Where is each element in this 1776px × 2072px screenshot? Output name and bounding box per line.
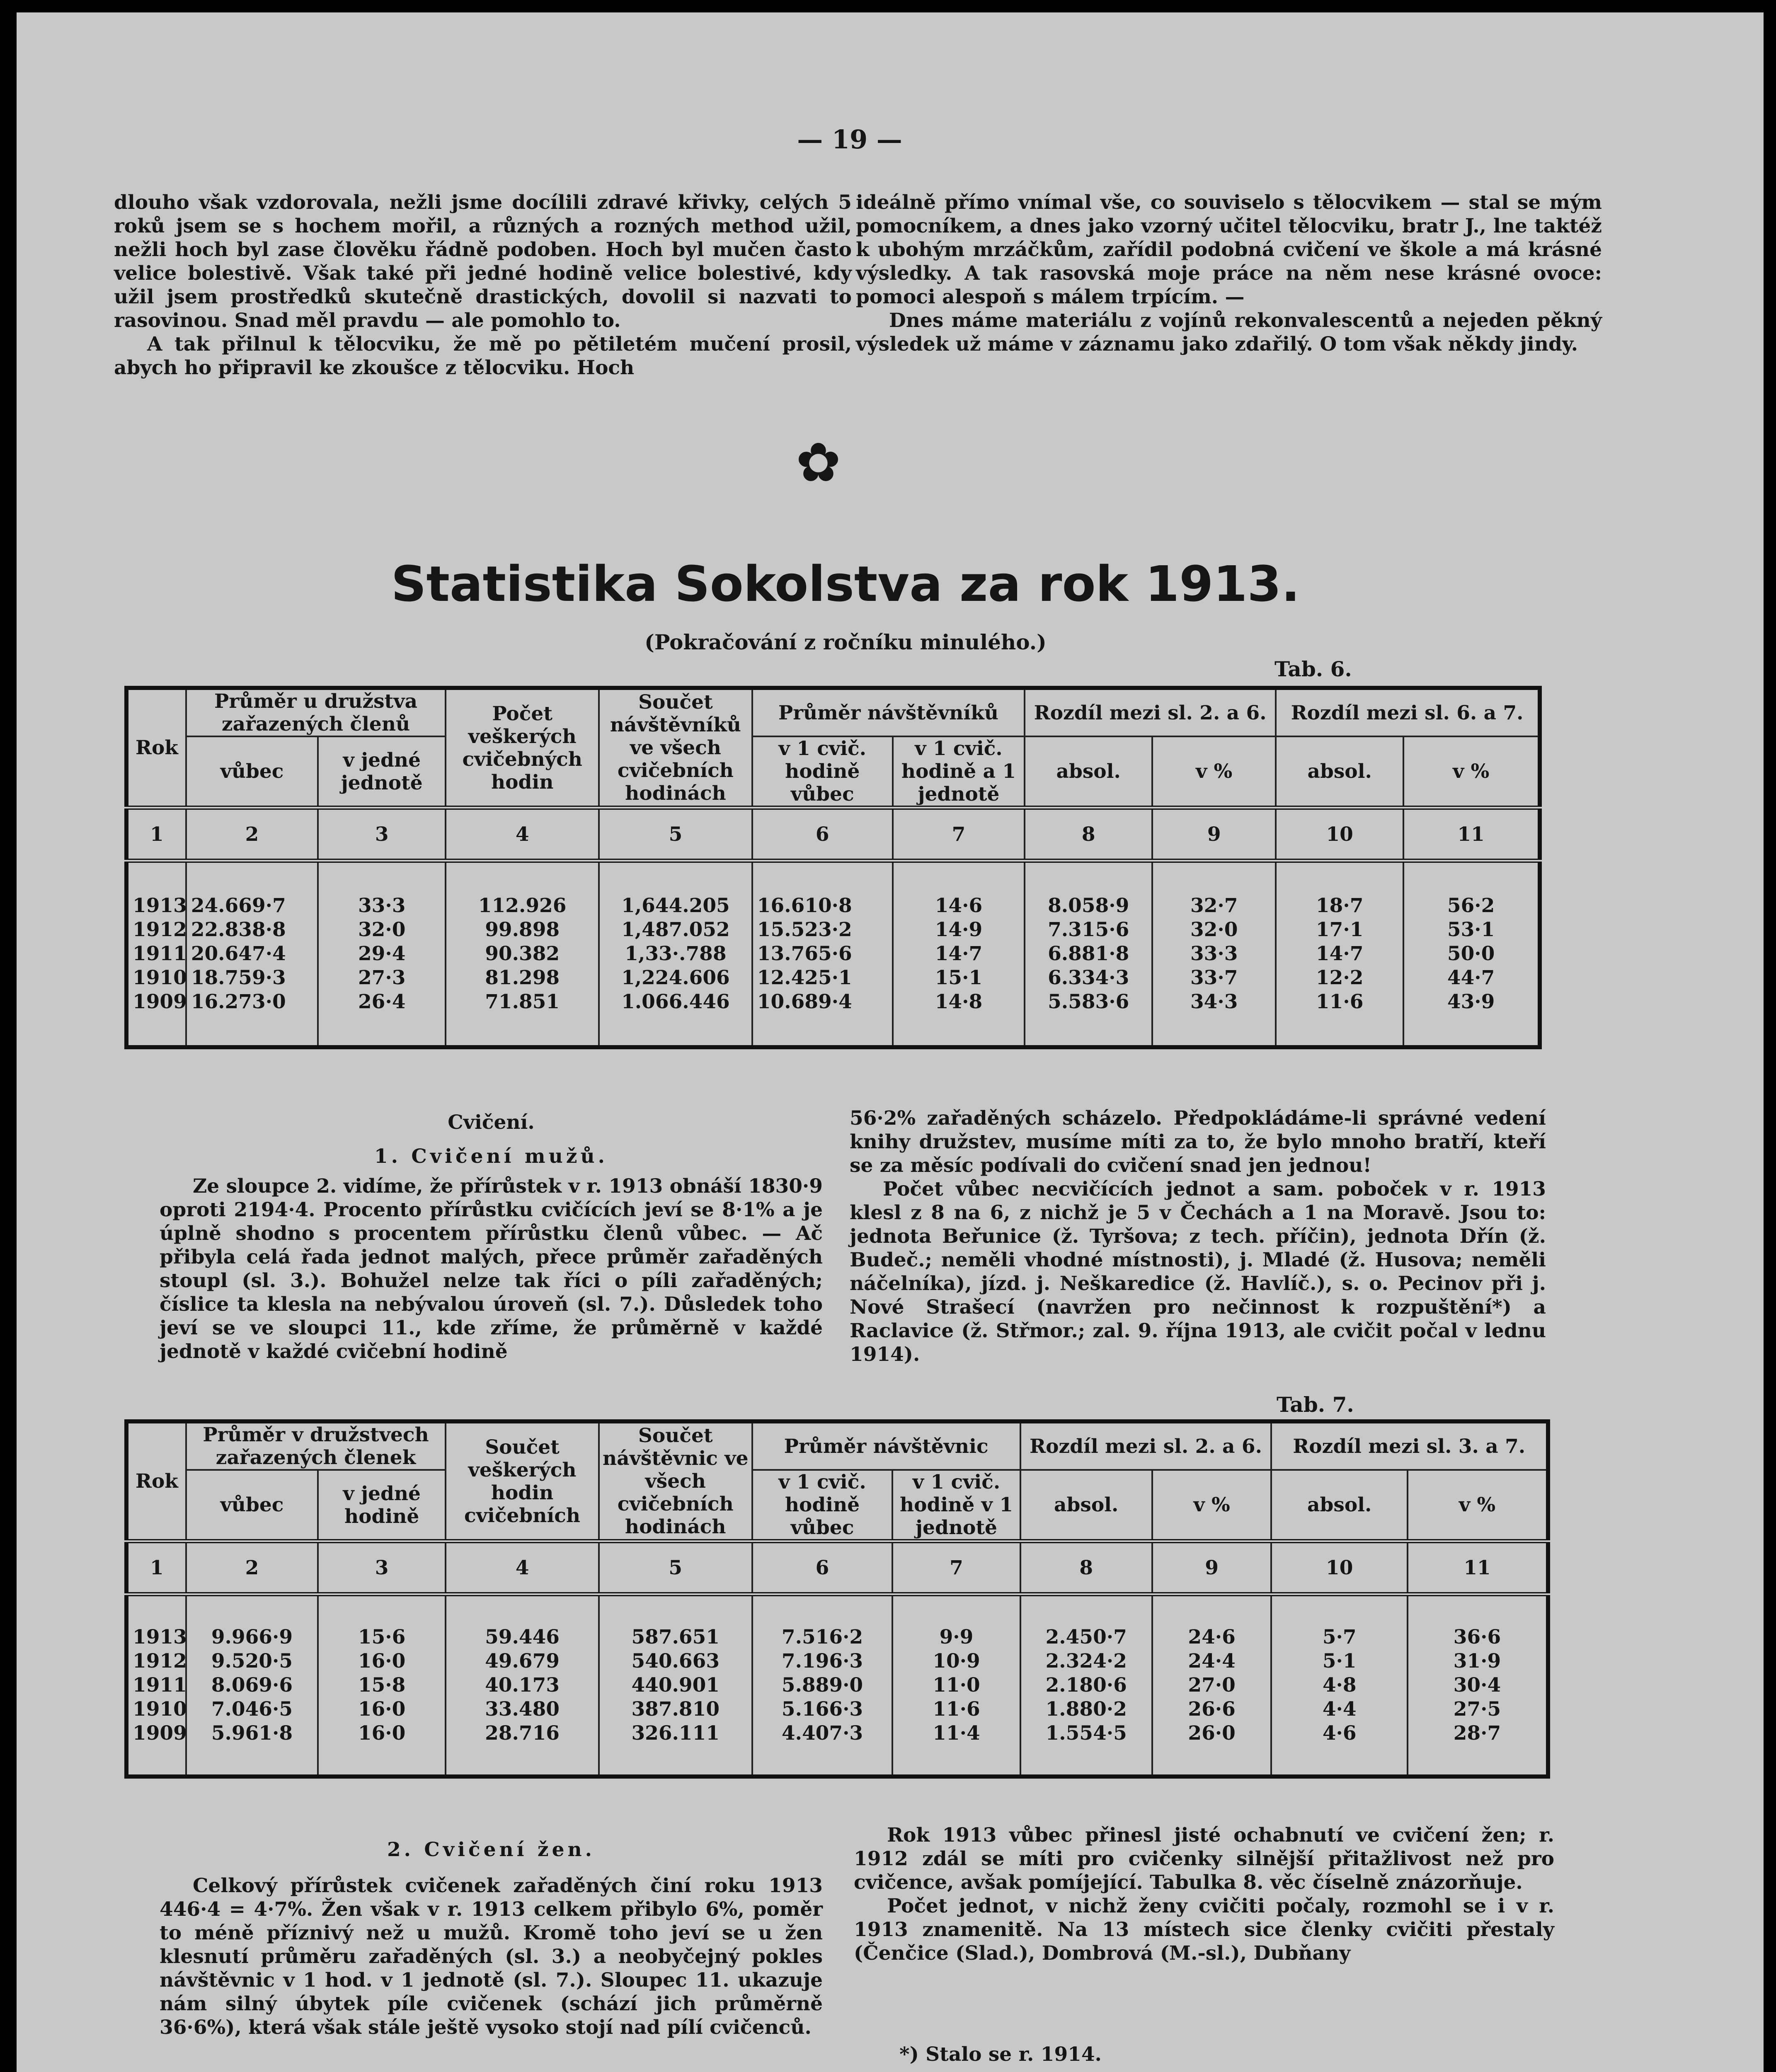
data-cell [318,1594,446,1777]
bottom-left-column [160,1838,823,2039]
data-cell-years [126,861,186,1047]
header-vubec: vůbec [186,1470,318,1541]
data-cell [893,861,1025,1047]
column-number: 6 [752,808,893,861]
column-number: 1 [126,1541,186,1594]
column-number: 6 [752,1541,893,1594]
header-absol: absol. [1276,736,1403,808]
cell-values: 112.926 99.898 90.382 81.298 71.851 [478,894,567,1013]
data-cell [752,861,893,1047]
data-cell [1403,861,1540,1047]
header-prumer: Průměr v družstvech zařazených členek [186,1421,446,1470]
data-cell [446,861,599,1047]
column-number: 3 [318,1541,446,1594]
column-number: 4 [446,1541,599,1594]
subsection-heading: 1. Cvičení mužů. [374,1145,608,1168]
column-number: 3 [318,808,446,861]
column-number: 9 [1152,808,1276,861]
section-heading: Cvičení. [448,1111,535,1134]
column-number: 10 [1276,808,1403,861]
column-number: 5 [599,1541,752,1594]
header-rozdil-1: Rozdíl mezi sl. 2. a 6. [1025,688,1276,736]
top-right-column [856,191,1602,356]
header-pocet: Počet veškerých cvičebných hodin [446,688,599,808]
statistics-table-7 [124,1419,1550,1779]
header-absol: absol. [1025,736,1152,808]
cell-values: 5·7 5·1 4·8 4·4 4·6 [1322,1626,1357,1745]
header-prumer: Průměr u družstva zařazených členů [186,688,446,736]
cell-values: 14·6 14·9 14·7 15·1 14·8 [935,894,983,1013]
header-pct: v % [1408,1470,1548,1541]
top-left-column [114,191,852,380]
header-nav1: v 1 cvič. hodině vůbec [752,1470,893,1541]
cell-values: 8.058·9 7.315·6 6.881·8 6.334·3 5.583·6 [1048,894,1129,1013]
header-prumer-navstevniku: Průměr návštěvníků [752,688,1025,736]
cell-values: 9.966·9 9.520·5 8.069·6 7.046·5 5.961·8 [211,1626,293,1745]
page-number: — 19 — [797,124,902,155]
cell-values: 2.450·7 2.324·2 2.180·6 1.880·2 1.554·5 [1045,1626,1127,1745]
cell-values: 1913 1912 1911 1910 1909 [133,894,187,1013]
mid-right-column [850,1106,1546,1366]
paragraph: Ze sloupce 2. vidíme, že přírůstek v r. 1913 obnáší 1830·9 oproti 2194·4. Procento přírůstku cvičících jeví se 8·1% a je úplně shodno s procentem přírůstku členů vůbec. — Ač přibyla celá řada jednot malých, přece průměr zařaděných stoupl (sl. 3.). Bohužel nelze tak říci o píli zařaděných; číslice ta klesla na nebývalou úroveň (sl. 7.). Důsledek toho jeví se ve sloupci 11., kde zříme, že průměrně v každé jednotě v každé cvičební hodině [160,1175,823,1363]
paragraph: 56·2% zařaděných scházelo. Předpokládáme-li správné vedení knihy družstev, musíme míti za to, že bylo mnoho bratří, kteří se za měsíc podívali do cvičení snad jen jednou! [850,1107,1546,1177]
header-pct: v % [1403,736,1540,808]
data-cell [892,1594,1020,1777]
cell-values: 59.446 49.679 40.173 33.480 28.716 [485,1626,560,1745]
column-number: 10 [1271,1541,1408,1594]
paragraph: Počet jednot, v nichž ženy cvičiti počaly, rozmohl se i v r. 1913 znamenitě. Na 13 místech sice členky cvičiti přestaly (Čenčice (Slad.), Dombrová (M.-sl.), Dubňany [854,1895,1554,1965]
mid-left-column [160,1111,823,1363]
paragraph: Rok 1913 vůbec přinesl jisté ochabnutí ve cvičení žen; r. 1912 zdál se míti pro cvičenky silnější přitažlivost než pro cvičence, avšak pomíjející. Tabulka 8. věc číselně znázorňuje. [854,1824,1554,1894]
column-number: 11 [1403,808,1540,861]
paragraph: A tak přilnul k tělocviku, že mě po pětiletém mučení prosil, abych ho připravil ke zkoušce z tělocviku. Hoch [114,333,852,379]
bottom-right-column [854,1823,1554,1965]
header-rozdil-1: Rozdíl mezi sl. 2. a 6. [1020,1421,1272,1470]
cell-values: 33·3 32·0 29·4 27·3 26·4 [358,894,406,1013]
header-absol: absol. [1020,1470,1152,1541]
table-label: Tab. 7. [1277,1392,1354,1417]
header-rozdil-2: Rozdíl mezi sl. 3. a 7. [1271,1421,1548,1470]
cell-values: 1,644.205 1,487.052 1,33·.788 1,224.606 1.066.446 [621,894,730,1013]
column-number: 4 [446,808,599,861]
column-number: 8 [1020,1541,1152,1594]
data-cell [599,1594,752,1777]
footnote: *) Stalo se r. 1914. [899,2043,1102,2066]
column-number: 5 [599,808,752,861]
column-number: 7 [893,808,1025,861]
header-jedne: v jedné hodině [318,1470,446,1541]
header-nav1: v 1 cvič. hodině vůbec [752,736,893,808]
cell-values: 9·9 10·9 11·0 11·6 11·4 [933,1626,980,1745]
header-rok: Rok [126,1421,186,1541]
statistics-table-6 [124,686,1542,1049]
paragraph: Počet vůbec necvičících jednot a sam. poboček v r. 1913 klesl z 8 na 6, z nichž je 5 v Čechách a 1 na Moravě. Jsou to: jednota Beřunice (ž. Tyršova; z tech. příčin), jednota Dřín (ž. Budeč.; neměli vhodné místnosti), j. Mladé (ž. Husova; neměli náčelníka), jízd. j. Neškaredice (ž. Havlíč.), s. o. Pecinov při j. Nové Strašecí (navržen pro nečinnost k rozpuštění*) a Raclavice (ž. Střmor.; zal. 9. října 1913, ale cvičit počal v lednu 1914). [850,1178,1546,1366]
column-number: 1 [126,808,186,861]
paragraph: Dnes máme materiálu z vojínů rekonvalescentů a nejeden pěkný výsledek už máme v záznamu jako zdařilý. O tom však někdy jindy. [856,309,1602,356]
header-jedne: v jedné jednotě [318,736,446,808]
data-cell-years [126,1594,186,1777]
cell-values: 24·6 24·4 27·0 26·6 26·0 [1188,1626,1236,1745]
page-subtitle: (Pokračování z ročníku minulého.) [644,630,1047,654]
header-vubec: vůbec [186,736,318,808]
subsection-heading: 2. Cvičení žen. [387,1838,596,1861]
data-cell [1152,861,1276,1047]
scanned-page [17,12,1764,2072]
data-cell [318,861,446,1047]
cell-values: 32·7 32·0 33·3 33·7 34·3 [1190,894,1238,1013]
cell-values: 16.610·8 15.523·2 13.765·6 12.425·1 10.689·4 [757,894,852,1013]
cell-values: 36·6 31·9 30·4 27·5 28·7 [1453,1626,1501,1745]
data-cell [186,1594,318,1777]
header-soucet: Součet návštěvníků ve všech cvičebních hodinách [599,688,752,808]
header-nav2: v 1 cvič. hodině v 1 jednotě [892,1470,1020,1541]
cell-values: 56·2 53·1 50·0 44·7 43·9 [1447,894,1495,1013]
header-absol: absol. [1271,1470,1408,1541]
page-title: Statistika Sokolstva za rok 1913. [391,555,1300,612]
data-cell [1276,861,1403,1047]
data-cell [446,1594,599,1777]
column-number: 7 [892,1541,1020,1594]
cell-values: 24.669·7 22.838·8 20.647·4 18.759·3 16.273·0 [191,894,286,1013]
paragraph: Celkový přírůstek cvičenek zařaděných činí roku 1913 446·4 = 4·7%. Žen však v r. 1913 celkem přibylo 6%, poměr to méně příznivý než u mužů. Kromě toho jeví se u žen klesnutí průměru zařaděných (sl. 3.) a neobyčejný pokles návštěvnic v 1 hod. v 1 jednotě (sl. 7.). Sloupec 11. ukazuje nám silný úbytek píle cvičenek (schází jich průměrně 36·6%), která však stále ještě vysoko stojí nad pílí cvičenců. [160,1874,823,2039]
data-cell [1020,1594,1152,1777]
data-cell [186,861,318,1047]
column-number: 2 [186,1541,318,1594]
column-number: 11 [1408,1541,1548,1594]
data-cell [1152,1594,1272,1777]
header-rozdil-2: Rozdíl mezi sl. 6. a 7. [1276,688,1540,736]
data-cell [1408,1594,1548,1777]
table-label: Tab. 6. [1274,657,1352,681]
header-pct: v % [1152,1470,1272,1541]
header-prumer-navstevnic: Průměr návštěvnic [752,1421,1020,1470]
cell-values: 587.651 540.663 440.901 387.810 326.111 [631,1626,720,1745]
column-number: 9 [1152,1541,1272,1594]
header-pct: v % [1152,736,1276,808]
cell-values: 15·6 16·0 15·8 16·0 16·0 [358,1626,406,1745]
header-pocet: Součet veškerých hodin cvičebních [446,1421,599,1541]
data-cell [1025,861,1152,1047]
header-rok: Rok [126,688,186,808]
paragraph: ideálně přímo vnímal vše, co souviselo s tělocvikem — stal se mým pomocníkem, a dnes jako vzorný učitel tělocviku, bratr J., lne taktéž k ubohým mrzáčkům, zařídil podobná cvičení ve škole a má krásné výsledky. A tak rasovská moje práce na něm nese krásné ovoce: pomoci alespoň s málem trpícím. — [856,191,1602,308]
paragraph: dlouho však vzdorovala, nežli jsme docílili zdravé křivky, celých 5 roků jsem se s hochem mořil, a různých a rozných method užil, nežli hoch byl zase člověku řádně podoben. Hoch byl mučen často velice bolestivě. Však také při jedné hodině velice bolestivé, kdy užil jsem prostředků skutečně drastických, dovolil si nazvati to rasovinou. Snad měl pravdu — ale pomohlo to. [114,191,852,332]
header-soucet: Součet návštěvnic ve všech cvičebních hodinách [599,1421,752,1541]
data-cell [752,1594,893,1777]
column-number: 2 [186,808,318,861]
cell-values: 1913 1912 1911 1910 1909 [133,1626,187,1745]
cell-values: 18·7 17·1 14·7 12·2 11·6 [1316,894,1364,1013]
header-nav2: v 1 cvič. hodině a 1 jednotě [893,736,1025,808]
column-number: 8 [1025,808,1152,861]
data-cell [1271,1594,1408,1777]
cell-values: 7.516·2 7.196·3 5.889·0 5.166·3 4.407·3 [781,1626,863,1745]
data-cell [599,861,752,1047]
flower-ornament-icon: ✿ [796,431,841,494]
